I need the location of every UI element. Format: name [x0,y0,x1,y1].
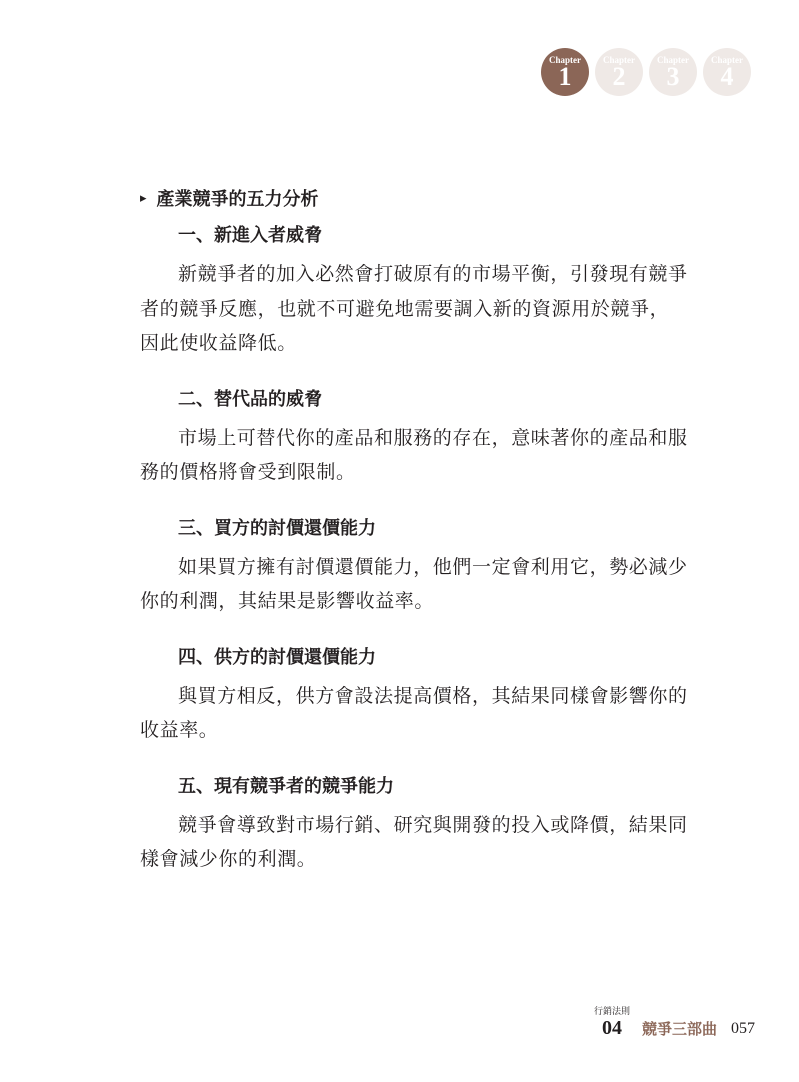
chapter-tab-number: 2 [612,62,626,91]
chapter-tab-3[interactable] [649,48,697,96]
paragraph: 新競爭者的加入必然會打破原有的市場平衡，引發現有競爭者的競爭反應，也就不可避免地需要調入新的資源用於競爭，因此使收益降低。 [140,263,688,354]
footer-book-title: 行銷法則 [593,1007,630,1017]
chapter-tab-2[interactable] [595,48,643,96]
chapter-tab-label: Chapter [549,55,581,65]
subsection-heading: 二、替代品的威脅 [178,388,322,410]
footer-chapter-title: 競爭三部曲 [641,1020,717,1038]
footer-chapter-number: 04 [601,1017,622,1039]
chapter-tab-label: Chapter [603,55,635,65]
force-section-2 [140,387,688,490]
paragraph: 市場上可替代你的產品和服務的存在，意味著你的產品和服務的價格將會受到限制。 [140,426,688,483]
chapter-tabs [541,48,751,96]
page-content [140,185,688,903]
paragraph: 競爭會導致對市場行銷、研究與開發的投入或降價，結果同樣會減少你的利潤。 [140,813,688,870]
force-section-4 [140,645,688,748]
subsection-heading: 一、新進入者威脅 [178,225,322,246]
chapter-tab-number: 3 [666,62,680,91]
chapter-tab-number: 4 [720,62,734,91]
chapter-tab-number: 1 [558,62,572,91]
chapter-tab-4[interactable] [703,48,751,96]
force-section-5 [140,774,688,877]
force-section-3 [140,516,688,619]
footer-book-mark [594,1008,630,1038]
chapter-tab-label: Chapter [711,55,743,65]
subsection-heading: 五、現有競爭者的競爭能力 [178,775,394,797]
chapter-tab-1[interactable] [541,48,589,96]
triangle-bullet-icon: ▸ [140,190,147,206]
force-section-1 [140,223,688,361]
subsection-heading: 四、供方的討價還價能力 [178,646,376,668]
chapter-tab-label: Chapter [657,55,689,65]
paragraph: 如果買方擁有討價還價能力，他們一定會利用它，勢必減少你的利潤，其結果是影響收益率。 [140,555,688,612]
section-title [140,185,688,211]
page-footer [594,1008,755,1038]
section-title-text: 產業競爭的五力分析 [156,189,319,210]
page-number: 057 [731,1020,755,1037]
subsection-heading: 三、買方的討價還價能力 [178,517,376,539]
paragraph: 與買方相反，供方會設法提高價格，其結果同樣會影響你的收益率。 [140,684,688,741]
